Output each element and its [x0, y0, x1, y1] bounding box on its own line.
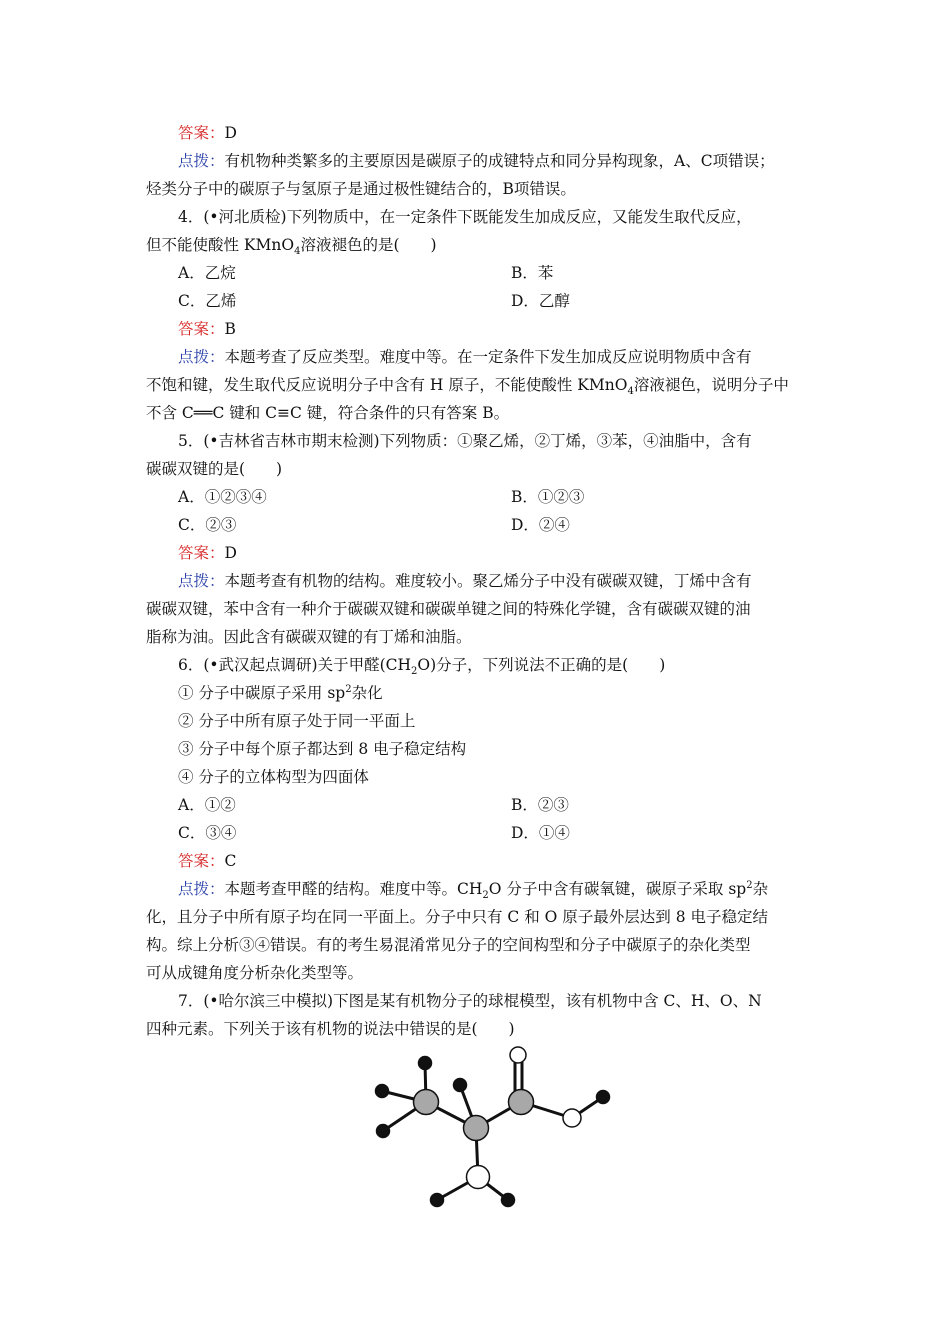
answer-line	[178, 851, 858, 871]
hint-line: 不饱和键，发生取代反应说明分子中含有 H 原子，不能使酸性 KMnO$_4$溶液褪色，说明分子中	[146, 376, 789, 398]
hint-line: 点拨：本题考查了反应类型。难度中等。在一定条件下发生加成反应说明物质中含有	[178, 348, 752, 366]
hint-line: 点拨：本题考查有机物的结构。难度较小。聚乙烯分子中没有碳碳双键，丁烯中含有	[178, 572, 752, 590]
answer-value: D	[224, 544, 237, 562]
option-c: C．②③	[178, 516, 237, 534]
answer-label: 答案：	[178, 320, 225, 338]
hint-line: 构。综上分析③④错误。有的考生易混淆常见分子的空间构型和分子中碳原子的杂化类型	[146, 936, 751, 954]
hint-line: 碳碳双键，苯中含有一种介于碳碳双键和碳碳单键之间的特殊化学键，含有碳碳双键的油	[146, 600, 751, 618]
question-5: 5．(•吉林省吉林市期末检测)下列物质：①聚乙烯，②丁烯，③苯，④油脂中，含有	[178, 432, 752, 450]
option-a: A．乙烷	[178, 264, 236, 282]
hint-line: 烃类分子中的碳原子与氢原子是通过极性键结合的，B项错误。	[146, 180, 576, 198]
statement-3: ③ 分子中每个原子都达到 8 电子稳定结构	[178, 740, 467, 758]
option-a: A．①②③④	[178, 488, 267, 506]
answer-label: 答案：	[178, 852, 225, 870]
option-b: B．①②③	[511, 488, 585, 506]
option-c: C．乙烯	[178, 292, 237, 310]
question-6: 6．(•武汉起点调研)关于甲醛$(CH_2O)$分子，下列说法不正确的是( )	[178, 656, 666, 678]
oxygen-atom	[510, 1047, 526, 1063]
option-c: C．③④	[178, 824, 237, 842]
option-a: A．①②	[178, 796, 236, 814]
hydrogen-atom	[376, 1085, 389, 1098]
statement-1: ① 分子中碳原子采用 $sp^2$杂化	[178, 683, 383, 702]
nitrogen-atom	[467, 1166, 490, 1189]
hint-line: 点拨：本题考查甲醛的结构。难度中等。$CH_2O$ 分子中含有碳氧键，碳原子采取 $sp^2$杂	[178, 879, 769, 902]
answer-line	[178, 123, 858, 143]
statement-4: ④ 分子的立体构型为四面体	[178, 768, 369, 786]
hint-label: 点拨：	[178, 152, 225, 170]
option-d: D．乙醇	[511, 292, 570, 310]
hint-label: 点拨：	[178, 572, 225, 590]
hydrogen-atom	[419, 1057, 432, 1070]
answer-label: 答案：	[178, 124, 225, 142]
hydrogen-atom	[502, 1194, 515, 1207]
oxygen-atom	[563, 1109, 581, 1127]
answer-value: C	[224, 852, 237, 870]
hint-label: 点拨：	[178, 880, 225, 898]
answer-line	[178, 543, 858, 563]
question-4: 4．(•河北质检)下列物质中，在一定条件下既能发生加成反应，又能发生取代反应，	[178, 208, 752, 226]
carbon-atom	[509, 1090, 534, 1115]
hint-line: 点拨：有机物种类繁多的主要原因是碳原子的成键特点和同分异构现象，A、C项错误；	[178, 152, 775, 170]
hint-line: 化，且分子中所有原子均在同一平面上。分子中只有 C 和 O 原子最外层达到 8 电子稳定结	[146, 908, 768, 926]
atoms	[376, 1047, 610, 1207]
question-4-cont: 但不能使酸性 KMnO$_4$溶液褪色的是( )	[146, 236, 437, 258]
question-7-cont: 四种元素。下列关于该有机物的说法中错误的是( )	[146, 1020, 515, 1038]
option-d: D．①④	[511, 824, 570, 842]
answer-value: D	[224, 124, 237, 142]
carbon-atom	[464, 1116, 489, 1141]
bonds	[382, 1062, 603, 1200]
hint-line: 脂称为油。因此含有碳碳双键的有丁烯和油脂。	[146, 628, 472, 646]
question-5-cont: 碳碳双键的是( )	[146, 460, 283, 478]
question-7: 7．(•哈尔滨三中模拟)下图是某有机物分子的球棍模型，该有机物中含 C、H、O、N	[178, 992, 762, 1010]
hint-line: 可从成键角度分析杂化类型等。	[146, 964, 364, 982]
hint-line: 不含 C══C 键和 C≡C 键，符合条件的只有答案 B。	[146, 404, 510, 422]
hydrogen-atom	[597, 1091, 610, 1104]
option-d: D．②④	[511, 516, 570, 534]
hydrogen-atom	[454, 1079, 467, 1092]
option-b: B．苯	[511, 264, 554, 282]
answer-value: B	[224, 320, 236, 338]
hydrogen-atom	[431, 1194, 444, 1207]
carbon-atom	[414, 1090, 439, 1115]
answer-label: 答案：	[178, 544, 225, 562]
statement-2: ② 分子中所有原子处于同一平面上	[178, 712, 416, 730]
hint-label: 点拨：	[178, 348, 225, 366]
answer-line	[178, 319, 858, 339]
option-b: B．②③	[511, 796, 569, 814]
ball-and-stick-molecule-figure	[360, 1040, 640, 1220]
hydrogen-atom	[377, 1125, 390, 1138]
